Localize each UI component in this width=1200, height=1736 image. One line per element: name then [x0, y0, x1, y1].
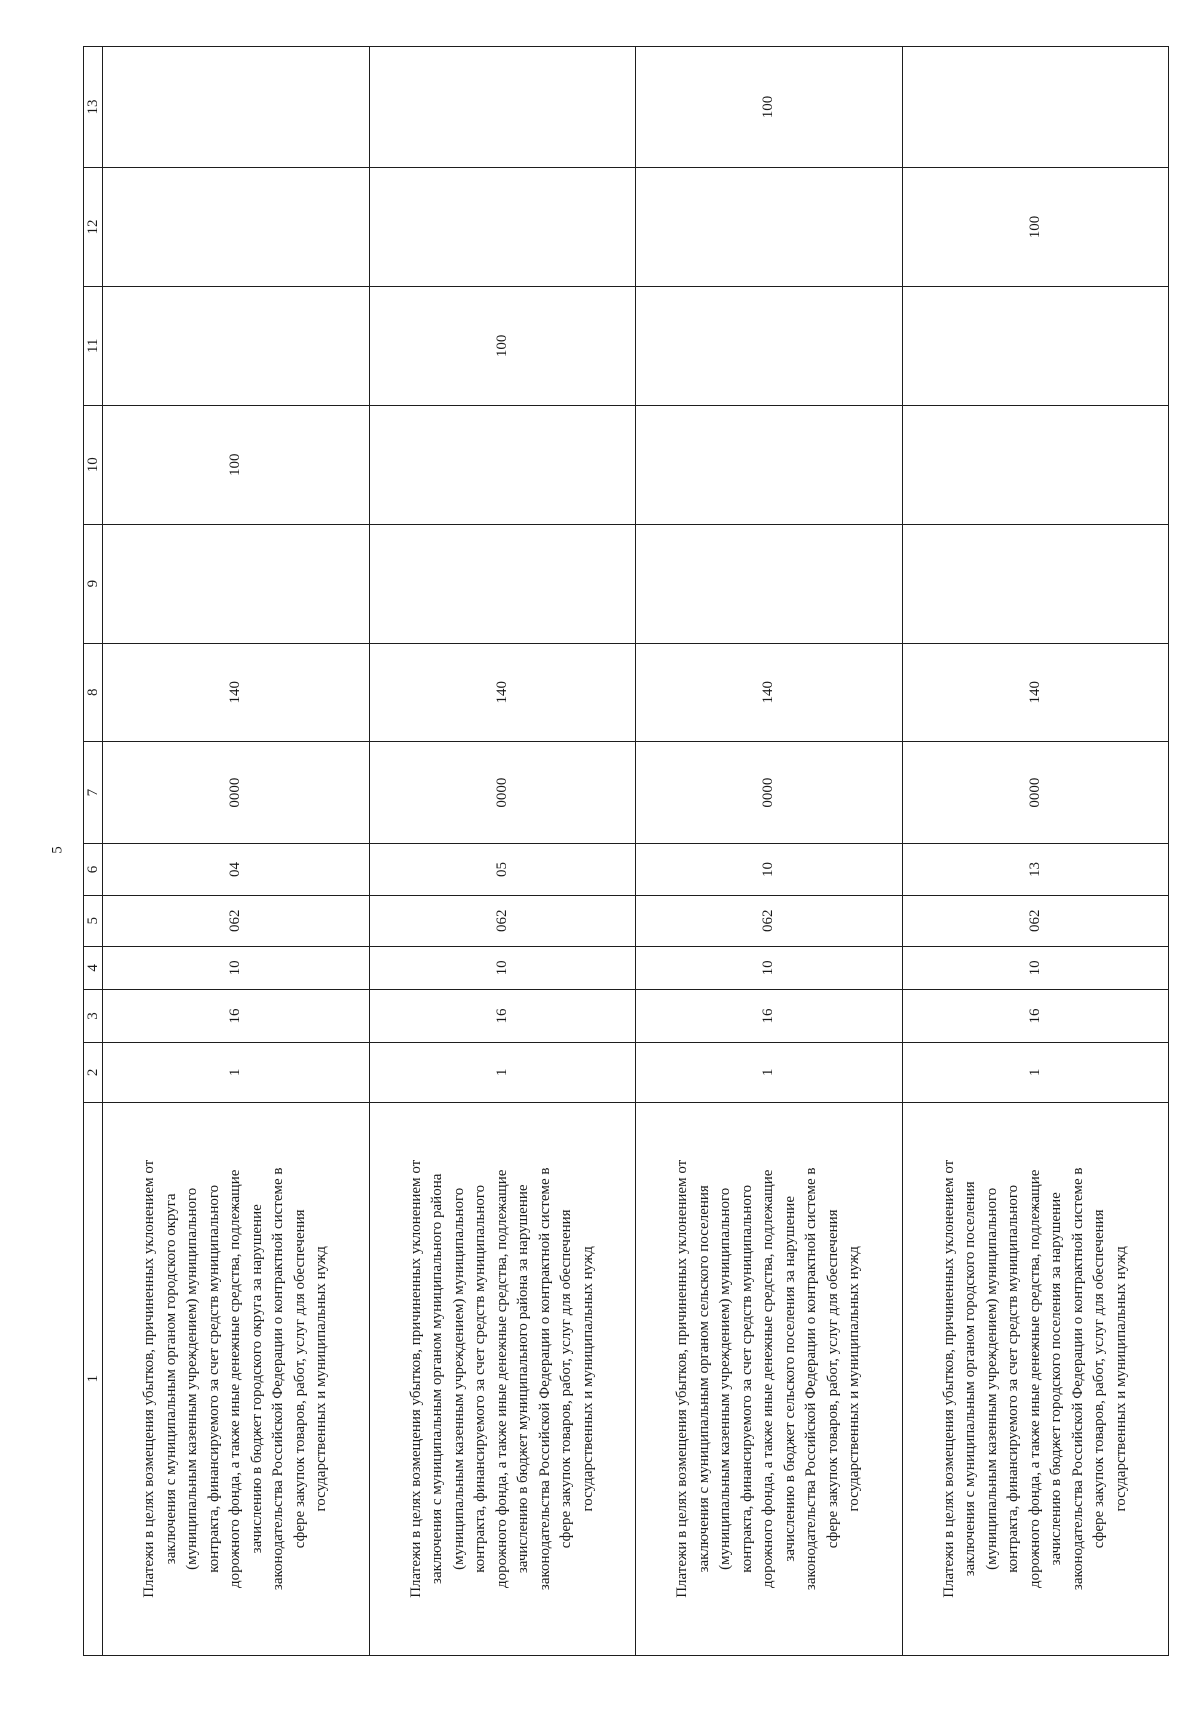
cell-col-9	[902, 524, 1169, 643]
cell-col-10	[369, 405, 636, 524]
cell-col-4: 10	[636, 946, 903, 989]
cell-col-2: 1	[103, 1043, 370, 1102]
cell-col-5: 062	[103, 895, 370, 946]
cell-col-8: 140	[902, 643, 1169, 741]
cell-col-13	[103, 47, 370, 168]
page-number-text: 5	[49, 846, 66, 854]
column-header-3: 3	[84, 989, 103, 1042]
cell-col-4: 10	[902, 946, 1169, 989]
table-row	[369, 47, 636, 1656]
cell-col-10	[902, 405, 1169, 524]
cell-col-2: 1	[369, 1043, 636, 1102]
column-header-1: 1	[84, 1102, 103, 1655]
row-description-cell	[902, 1102, 1169, 1655]
cell-col-4: 10	[103, 946, 370, 989]
cell-col-6: 10	[636, 844, 903, 895]
column-header-8: 8	[84, 643, 103, 741]
row-description-cell	[103, 1102, 370, 1655]
cell-col-6: 05	[369, 844, 636, 895]
column-header-12: 12	[84, 168, 103, 287]
row-description-text: Платежи в целях возмещения убытков, причиненных уклонением от заключения с муниципальным органом городского округа (муниципальным казенным учреждением) муниципального контракта, финансируемого за счет средств муниципального дорожного фонда, а также иные денежные средства, подлежащие зачислению в бюджет городского округа за нарушение законодательства Российской Федерации о контрактной системе в сфере закупок товаров, работ, услуг для обеспечения государственных и муниципальных нужд	[141, 1159, 329, 1598]
cell-col-10	[636, 405, 903, 524]
cell-col-11	[636, 286, 903, 405]
column-header-11: 11	[84, 286, 103, 405]
cell-col-12: 100	[902, 168, 1169, 287]
cell-col-11	[902, 286, 1169, 405]
cell-col-7: 0000	[636, 741, 903, 843]
table-row	[902, 47, 1169, 1656]
cell-col-6: 13	[902, 844, 1169, 895]
cell-col-11: 100	[369, 286, 636, 405]
cell-col-12	[369, 168, 636, 287]
column-header-9: 9	[84, 524, 103, 643]
column-header-6: 6	[84, 844, 103, 895]
cell-col-8: 140	[103, 643, 370, 741]
column-header-4: 4	[84, 946, 103, 989]
cell-col-7: 0000	[103, 741, 370, 843]
cell-col-12	[636, 168, 903, 287]
row-description-cell	[636, 1102, 903, 1655]
cell-col-9	[103, 524, 370, 643]
column-header-7: 7	[84, 741, 103, 843]
cell-col-2: 1	[902, 1043, 1169, 1102]
column-header-10: 10	[84, 405, 103, 524]
cell-col-12	[103, 168, 370, 287]
table-row	[636, 47, 903, 1656]
row-description-text: Платежи в целях возмещения убытков, причиненных уклонением от заключения с муниципальным органом сельского поселения (муниципальным казенным учреждением) муниципального контракта, финансируемого за счет средств муниципального дорожного фонда, а также иные денежные средства, подлежащие зачислению в бюджет сельского поселения за нарушение законодательства Российской Федерации о контрактной системе в сфере закупок товаров, работ, услуг для обеспечения государственных и муниципальных нужд	[674, 1159, 862, 1598]
cell-col-13	[902, 47, 1169, 168]
table-body	[103, 47, 1169, 1656]
column-header-2: 2	[84, 1043, 103, 1102]
cell-col-5: 062	[902, 895, 1169, 946]
cell-col-2: 1	[636, 1043, 903, 1102]
header-row	[84, 47, 103, 1656]
cell-col-11	[103, 286, 370, 405]
budget-codes-table	[83, 46, 1169, 1656]
row-description-text: Платежи в целях возмещения убытков, причиненных уклонением от заключения с муниципальным органом муниципального района (муниципальным казенным учреждением) муниципального контракта, финансируемого за счет средств муниципального дорожного фонда, а также иные денежные средства, подлежащие зачислению в бюджет муниципального района за нарушение законодательства Российской Федерации о контрактной системе в сфере закупок товаров, работ, услуг для обеспечения государственных и муниципальных нужд	[407, 1159, 596, 1598]
cell-col-9	[369, 524, 636, 643]
cell-col-9	[636, 524, 903, 643]
cell-col-10: 100	[103, 405, 370, 524]
rotated-table-wrapper	[83, 46, 1169, 1656]
cell-col-5: 062	[369, 895, 636, 946]
cell-col-13: 100	[636, 47, 903, 168]
cell-col-3: 16	[636, 989, 903, 1042]
cell-col-13	[369, 47, 636, 168]
cell-col-3: 16	[369, 989, 636, 1042]
cell-col-7: 0000	[902, 741, 1169, 843]
cell-col-4: 10	[369, 946, 636, 989]
cell-col-8: 140	[369, 643, 636, 741]
cell-col-8: 140	[636, 643, 903, 741]
cell-col-7: 0000	[369, 741, 636, 843]
row-description-text: Платежи в целях возмещения убытков, причиненных уклонением от заключения с муниципальным органом городского поселения (муниципальным казенным учреждением) муниципального контракта, финансируемого за счет средств муниципального дорожного фонда, а также иные денежные средства, подлежащие зачислению в бюджет городского поселения за нарушение законодательства Российской Федерации о контрактной системе в сфере закупок товаров, работ, услуг для обеспечения государственных и муниципальных нужд	[940, 1159, 1129, 1598]
row-description-cell	[369, 1102, 636, 1655]
cell-col-5: 062	[636, 895, 903, 946]
column-header-5: 5	[84, 895, 103, 946]
column-header-13: 13	[84, 47, 103, 168]
table-row	[103, 47, 370, 1656]
cell-col-3: 16	[902, 989, 1169, 1042]
cell-col-3: 16	[103, 989, 370, 1042]
cell-col-6: 04	[103, 844, 370, 895]
